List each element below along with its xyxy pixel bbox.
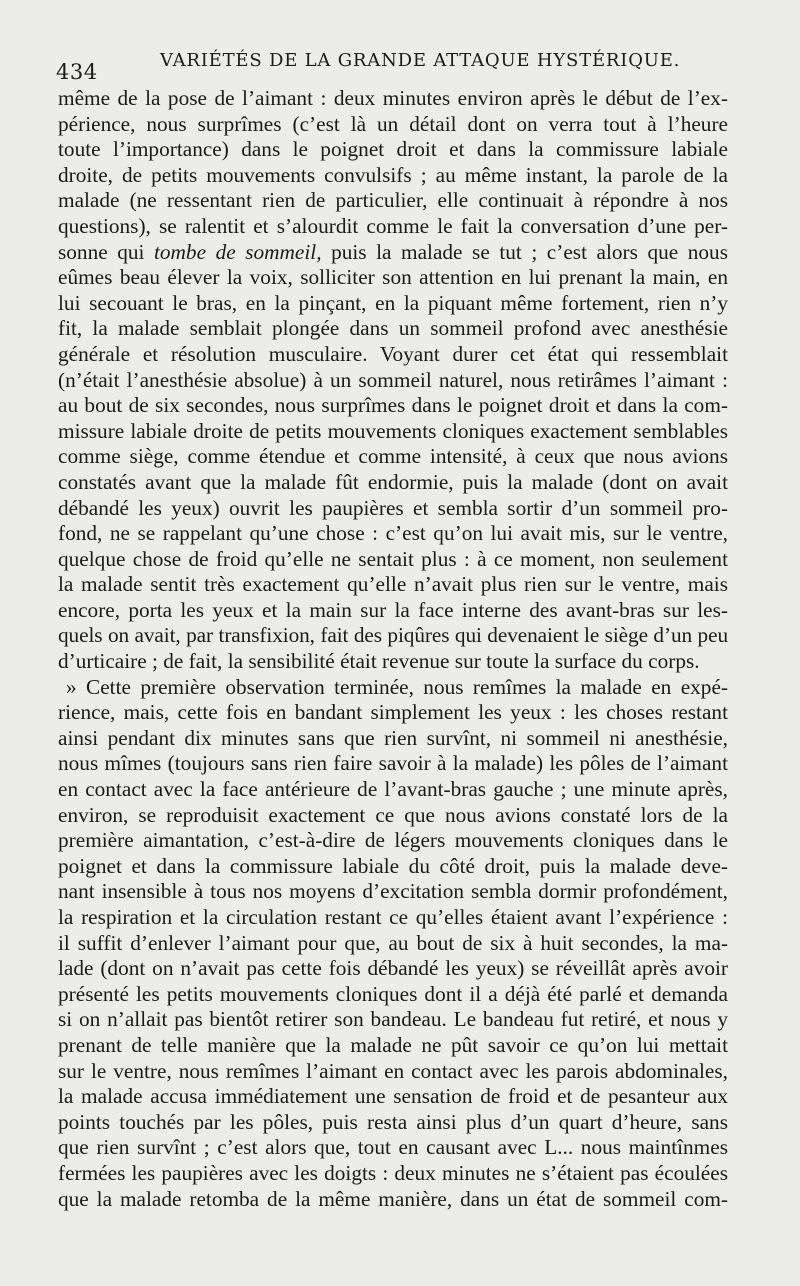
text-line: rience, mais, cette fois en bandant simplement les yeux : les choses restant [58, 700, 728, 725]
text-line: prenant de telle manière que la malade ne pût savoir ce qu’on lui mettait [58, 1032, 728, 1057]
text-line: droite, de petits mouvements convulsifs ; au même instant, la parole de la [58, 162, 728, 187]
text-line: sur le ventre, nous remîmes l’aimant en contact avec les parois abdominales, [58, 1058, 728, 1083]
text-line: lui secouant le bras, en la pinçant, en la piquant même fortement, rien n’y [58, 290, 728, 315]
text-line: lade (dont on n’avait pas cette fois débandé les yeux) se réveillât après avoir [58, 956, 728, 981]
text-line: ainsi pendant dix minutes sans que rien survînt, ni sommeil ni anesthésie, [58, 725, 728, 750]
text-line: il suffit d’enlever l’aimant pour que, au bout de six à huit secondes, la ma- [58, 930, 728, 955]
text-line: présenté les petits mouvements cloniques dont il a déjà été parlé et demanda [58, 981, 728, 1006]
text-line: encore, porta les yeux et la main sur la face interne des avant-bras sur les- [58, 597, 728, 622]
text-line: points touchés par les pôles, puis resta ainsi plus d’un quart d’heure, sans [58, 1109, 728, 1134]
text-line: la malade sentit très exactement qu’elle n’avait plus rien sur le ventre, mais [58, 572, 728, 597]
text-segment: puis la malade se tut ; c’est alors que nous [321, 239, 728, 264]
page-number: 434 [56, 60, 98, 84]
text-line: que la malade retomba de la même manière, dans un état de sommeil com- [58, 1186, 728, 1211]
text-line: la malade accusa immédiatement une sensation de froid et de pesanteur aux [58, 1084, 728, 1109]
text-line: fit, la malade semblait plongée dans un sommeil profond avec anesthésie [58, 316, 728, 341]
text-line: si on n’allait pas bientôt retirer son bandeau. Le bandeau fut retiré, et nous y [58, 1007, 728, 1032]
text-line: au bout de six secondes, nous surprîmes dans le poignet droit et dans la com- [58, 393, 728, 418]
text-line: toute l’importance) dans le poignet droit et dans la commissure labiale [58, 137, 728, 162]
text-line: débandé les yeux) ouvrit les paupières et sembla sortir d’un sommeil pro- [58, 495, 728, 520]
text-line: environ, se reproduisit exactement ce que nous avions constaté lors de la [58, 802, 728, 827]
text-line [58, 240, 728, 266]
text-line: » Cette première observation terminée, nous remîmes la malade en expé- [66, 674, 728, 699]
text-line: (n’était l’anesthésie absolue) à un sommeil naturel, nous retirâmes l’aimant : [58, 367, 728, 392]
text-line: que rien survînt ; c’est alors que, tout en causant avec L... nous maintînmes [58, 1135, 728, 1160]
text-line: générale et résolution musculaire. Voyant durer cet état qui ressemblait [58, 341, 728, 366]
text-line: la respiration et la circulation restant ce qu’elles étaient avant l’expérience : [58, 905, 728, 929]
italic-phrase: tombe de sommeil, [153, 239, 322, 264]
text-line: eûmes beau élever la voix, solliciter son attention en lui prenant la main, en [58, 265, 728, 290]
text-line: en contact avec la face antérieure de l’avant-bras gauche ; une minute après, [58, 777, 728, 802]
text-line: fermées les paupières avec les doigts : deux minutes ne s’étaient pas écoulées [58, 1160, 728, 1185]
text-line: missure labiale droite de petits mouvements cloniques exactement semblables [58, 418, 728, 443]
text-line: fond, ne se rappelant qu’une chose : c’est qu’on lui avait mis, sur le ventre, [58, 521, 728, 546]
body-text [58, 86, 728, 1212]
text-line: nant insensible à tous nos moyens d’excitation sembla dormir profondément, [58, 879, 728, 904]
page-header [58, 46, 738, 86]
text-line: nous mîmes (toujours sans rien faire savoir à la malade) les pôles de l’aimant [58, 751, 728, 776]
text-segment: sonne qui [58, 239, 154, 264]
text-line: d’urticaire ; de fait, la sensibilité était revenue sur toute la surface du corps. [58, 649, 700, 674]
text-line: comme siège, comme étendue et comme intensité, à ceux que nous avions [58, 444, 728, 469]
text-line: questions), se ralentit et s’alourdit comme le fait la conversation d’une per- [58, 213, 728, 238]
text-line: constatés avant que la malade fût endormie, puis la malade (dont on avait [58, 469, 728, 494]
text-line: quels on avait, par transfixion, fait des piqûres qui devenaient le siège d’un peu [58, 623, 728, 648]
text-line: malade (ne ressentant rien de particulier, elle continuait à répondre à nos [58, 188, 728, 213]
text-line: quelque chose de froid qu’elle ne sentait plus : à ce moment, non seulement [58, 546, 728, 571]
text-line: périence, nous surprîmes (c’est là un détail dont on verra tout à l’heure [58, 111, 728, 136]
text-line: poignet et dans la commissure labiale du côté droit, puis la malade deve- [58, 853, 728, 878]
text-line: première aimantation, c’est-à-dire de légers mouvements cloniques dans le [58, 828, 728, 853]
running-title: VARIÉTÉS DE LA GRANDE ATTAQUE HYSTÉRIQUE. [160, 50, 681, 71]
text-line: même de la pose de l’aimant : deux minutes environ après le début de l’ex- [58, 86, 728, 110]
